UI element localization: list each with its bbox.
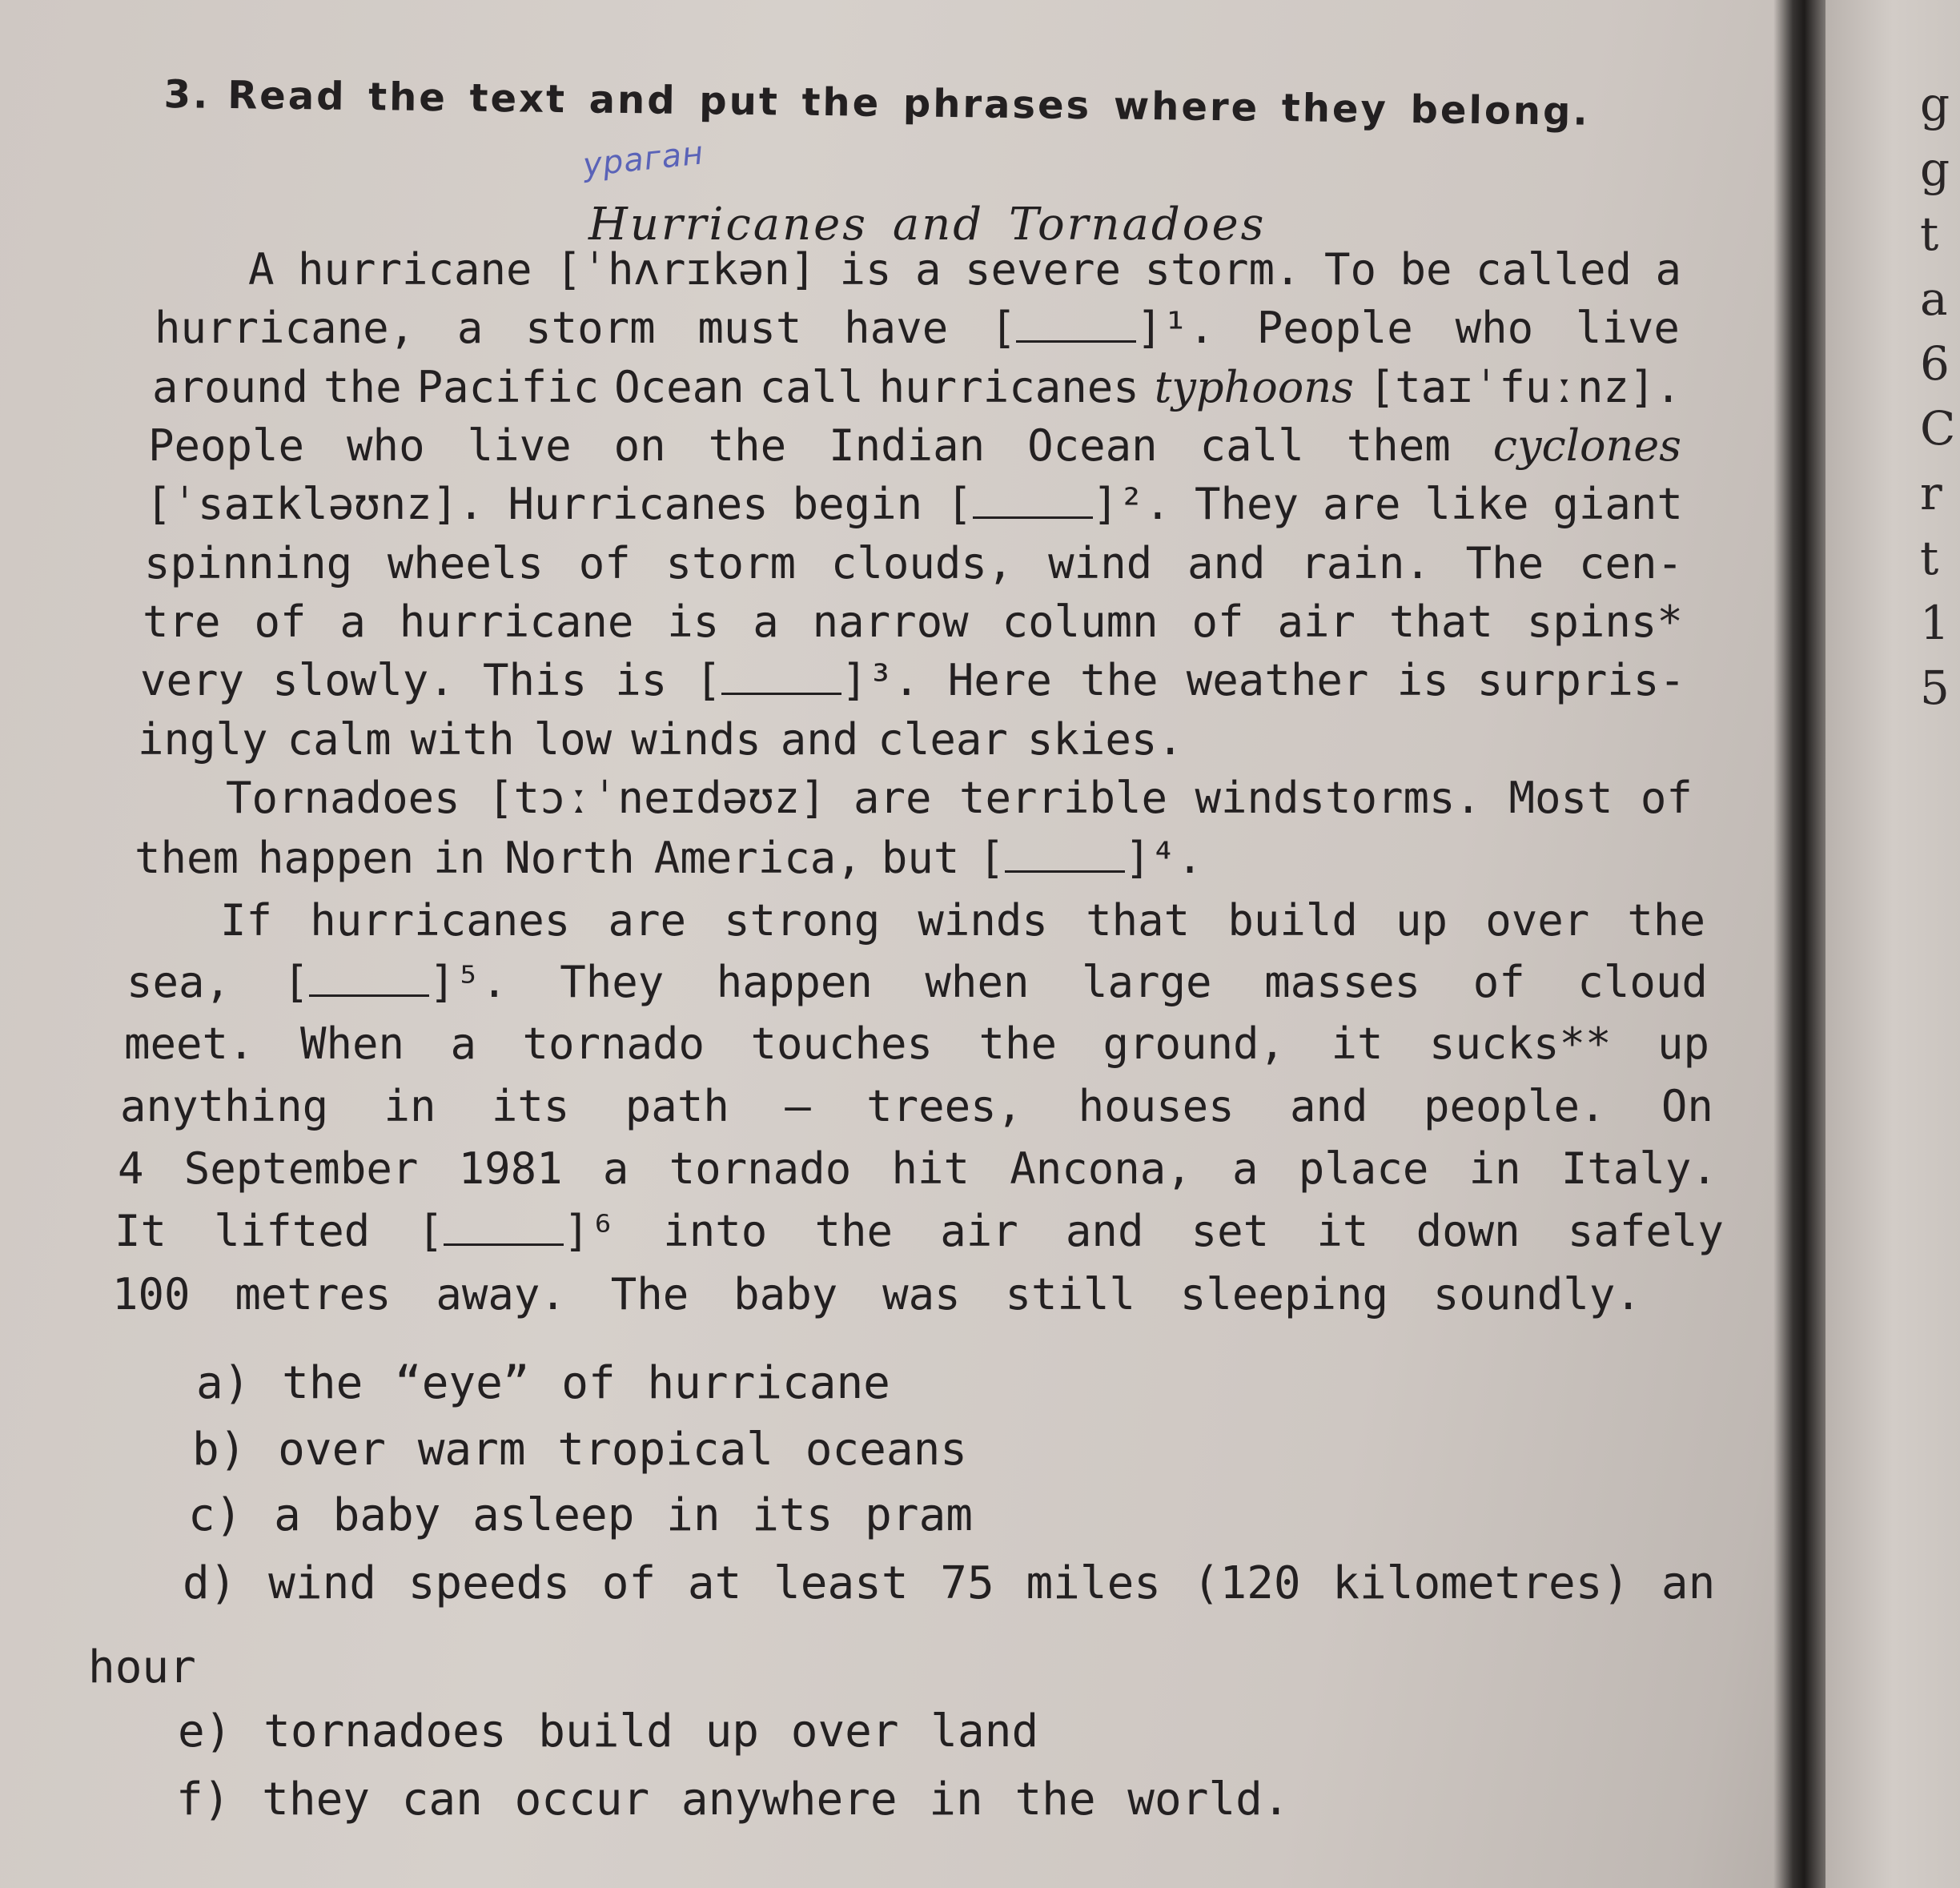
text-word: America, bbox=[653, 833, 862, 883]
text-line bbox=[148, 420, 1681, 471]
text-line bbox=[112, 1269, 1641, 1320]
text-word: touches bbox=[750, 1018, 934, 1069]
text-word: away. bbox=[436, 1269, 566, 1320]
text-word: live bbox=[467, 420, 572, 471]
text-word: They bbox=[1195, 479, 1299, 529]
text-word: hurricane bbox=[297, 244, 532, 295]
text-line bbox=[143, 597, 1683, 647]
text-line bbox=[146, 479, 1683, 529]
text-word: They bbox=[560, 957, 665, 1007]
text-word: Here bbox=[947, 655, 1052, 705]
text-word: [ ]⁶ bbox=[417, 1206, 617, 1256]
text-word: Italy. bbox=[1560, 1143, 1717, 1194]
text-word: wheels bbox=[387, 538, 544, 588]
option-f: f) they can occur anywhere in the world. bbox=[176, 1774, 1290, 1826]
text-word: People bbox=[148, 420, 305, 471]
text-word: [tɔːˈneɪdəʊz] bbox=[488, 773, 826, 823]
text-word: [ ]². bbox=[946, 479, 1171, 529]
text-word: skies. bbox=[1026, 714, 1183, 765]
text-word: When bbox=[300, 1018, 405, 1069]
text-word: with bbox=[410, 714, 515, 765]
text-line bbox=[152, 362, 1681, 412]
text-word: into bbox=[663, 1206, 768, 1256]
text-word: wind bbox=[1048, 538, 1153, 588]
text-word: safely bbox=[1567, 1206, 1724, 1256]
text-word: hit bbox=[891, 1143, 970, 1194]
text-line bbox=[124, 1018, 1709, 1069]
exercise-instruction: Read the text and put the phrases where they belong. bbox=[227, 72, 1590, 135]
text-word: call bbox=[759, 362, 864, 412]
text-word: slowly. bbox=[272, 655, 455, 705]
answer-blank[interactable] bbox=[1016, 305, 1136, 343]
text-line bbox=[118, 1143, 1717, 1194]
text-word: Most bbox=[1508, 773, 1613, 823]
text-word: a bbox=[456, 303, 484, 353]
text-word: in bbox=[1468, 1143, 1521, 1194]
text-line bbox=[135, 833, 1688, 883]
text-word: be bbox=[1400, 244, 1452, 295]
text-word: winds bbox=[918, 895, 1048, 946]
text-word: severe bbox=[964, 244, 1122, 295]
text-word: Ocean bbox=[1027, 420, 1158, 471]
exercise-number: 3. bbox=[163, 72, 211, 118]
text-word: are bbox=[608, 895, 686, 946]
text-word: happen bbox=[258, 833, 415, 883]
text-word: is bbox=[839, 244, 892, 295]
text-word: of bbox=[1191, 597, 1244, 647]
answer-blank[interactable] bbox=[973, 481, 1093, 519]
text-word: is bbox=[667, 597, 720, 647]
text-word: soundly. bbox=[1432, 1269, 1641, 1320]
text-word: giant bbox=[1552, 479, 1683, 529]
text-word: [ ]¹. bbox=[990, 303, 1215, 353]
text-word: a bbox=[1232, 1143, 1259, 1194]
text-word: around bbox=[152, 362, 309, 412]
text-line bbox=[248, 244, 1681, 295]
text-word: typhoons bbox=[1154, 362, 1354, 412]
text-word: masses bbox=[1264, 957, 1421, 1007]
text-word: Pacific bbox=[416, 362, 600, 412]
text-word: 4 bbox=[118, 1143, 144, 1194]
text-word: who bbox=[347, 420, 425, 471]
text-title: Hurricanes and Tornadoes bbox=[588, 199, 1267, 251]
text-word: strong bbox=[724, 895, 881, 946]
text-word: winds bbox=[631, 714, 761, 765]
text-word: spins* bbox=[1526, 597, 1683, 647]
text-word: ground, bbox=[1102, 1018, 1286, 1069]
text-word: and bbox=[1187, 538, 1266, 588]
text-word: windstorms. bbox=[1195, 773, 1482, 823]
text-word: clear bbox=[878, 714, 1008, 765]
book-gutter bbox=[1773, 0, 1829, 1888]
text-word: baby bbox=[733, 1269, 838, 1320]
text-word: that bbox=[1388, 597, 1493, 647]
text-word: spinning bbox=[144, 538, 353, 588]
text-word: the bbox=[323, 362, 402, 412]
text-word: is bbox=[1396, 655, 1449, 705]
text-word: on bbox=[613, 420, 666, 471]
text-word: If bbox=[220, 895, 273, 946]
answer-blank[interactable] bbox=[1005, 835, 1125, 873]
text-word: 100 bbox=[112, 1269, 191, 1320]
answer-blank[interactable] bbox=[309, 959, 429, 997]
text-word: begin bbox=[792, 479, 923, 529]
text-word: down bbox=[1416, 1206, 1520, 1256]
text-word: North bbox=[504, 833, 635, 883]
text-word: rain. bbox=[1300, 538, 1431, 588]
text-word: storm bbox=[665, 538, 797, 588]
text-word: is bbox=[615, 655, 668, 705]
option-d-continued: hour bbox=[88, 1641, 196, 1693]
text-word: — bbox=[785, 1081, 811, 1131]
text-word: in bbox=[433, 833, 486, 883]
text-word: like bbox=[1424, 479, 1529, 529]
text-word: hurricanes bbox=[878, 362, 1139, 412]
text-word: houses bbox=[1078, 1081, 1235, 1131]
text-word: large bbox=[1082, 957, 1212, 1007]
text-line bbox=[226, 773, 1693, 823]
text-word: terrible bbox=[958, 773, 1168, 823]
text-word: of bbox=[578, 538, 631, 588]
text-word: it bbox=[1316, 1206, 1369, 1256]
text-word: air bbox=[940, 1206, 1018, 1256]
text-word: a bbox=[339, 597, 366, 647]
text-word: a bbox=[753, 597, 779, 647]
text-word: and bbox=[780, 714, 859, 765]
text-word: in bbox=[384, 1081, 436, 1131]
text-word: are bbox=[853, 773, 932, 823]
text-word: tornado bbox=[669, 1143, 852, 1194]
text-word: lifted bbox=[214, 1206, 371, 1256]
text-word: up bbox=[1396, 895, 1448, 946]
text-word: hurricane, bbox=[155, 303, 416, 353]
text-word: of bbox=[254, 597, 307, 647]
option-e: e) tornadoes build up over land bbox=[178, 1705, 1039, 1757]
text-word: and bbox=[1290, 1081, 1368, 1131]
right-page-letters: g g t a 6 C r t 1 5 bbox=[1920, 77, 1956, 715]
answer-blank[interactable] bbox=[444, 1208, 564, 1246]
text-line bbox=[120, 1081, 1713, 1131]
text-word: trees, bbox=[866, 1081, 1023, 1131]
text-line bbox=[138, 714, 1683, 765]
text-word: place bbox=[1298, 1143, 1429, 1194]
text-line bbox=[114, 1206, 1724, 1256]
text-word: its bbox=[491, 1081, 570, 1131]
text-word: the bbox=[708, 420, 787, 471]
option-a: a) the “eye” of hurricane bbox=[196, 1357, 890, 1409]
text-line bbox=[140, 655, 1685, 705]
text-word: path bbox=[625, 1081, 729, 1131]
text-line bbox=[220, 895, 1705, 946]
text-word: It bbox=[114, 1206, 167, 1256]
text-word: On bbox=[1661, 1081, 1713, 1131]
option-b: b) over warm tropical oceans bbox=[192, 1424, 968, 1476]
text-word: Tornadoes bbox=[226, 773, 460, 823]
text-word: when bbox=[925, 957, 1030, 1007]
text-word: the bbox=[978, 1018, 1058, 1069]
text-word: cyclones bbox=[1492, 420, 1681, 471]
text-word: [taɪˈfuːnz]. bbox=[1368, 362, 1681, 412]
handwritten-note: ураган bbox=[581, 135, 706, 184]
text-word: calm bbox=[287, 714, 392, 765]
text-word: surpris- bbox=[1476, 655, 1685, 705]
text-word: September bbox=[183, 1143, 419, 1194]
text-word: over bbox=[1485, 895, 1590, 946]
text-word: happen bbox=[716, 957, 873, 1007]
text-word: people. bbox=[1423, 1081, 1606, 1131]
text-word: a bbox=[1655, 244, 1681, 295]
text-word: storm bbox=[525, 303, 656, 353]
text-word: Ancona, bbox=[1010, 1143, 1192, 1194]
text-word: The bbox=[610, 1269, 689, 1320]
option-c: c) a baby asleep in its pram bbox=[188, 1489, 974, 1541]
text-word: air bbox=[1277, 597, 1356, 647]
text-word: clouds, bbox=[830, 538, 1014, 588]
text-line bbox=[127, 957, 1708, 1007]
text-word: storm. bbox=[1144, 244, 1301, 295]
text-word: a bbox=[450, 1018, 476, 1069]
text-line bbox=[144, 538, 1683, 588]
text-word: up bbox=[1657, 1018, 1709, 1069]
text-word: of bbox=[1640, 773, 1693, 823]
text-word: them bbox=[1346, 420, 1451, 471]
text-word: the bbox=[1080, 655, 1159, 705]
text-word: The bbox=[1465, 538, 1544, 588]
text-word: Ocean bbox=[614, 362, 745, 412]
text-word: low bbox=[533, 714, 612, 765]
text-word: who bbox=[1455, 303, 1534, 353]
text-word: must bbox=[697, 303, 802, 353]
text-word: sucks** bbox=[1428, 1018, 1612, 1069]
text-word: 1981 bbox=[458, 1143, 563, 1194]
text-word: cen- bbox=[1578, 538, 1683, 588]
text-word: This bbox=[483, 655, 588, 705]
text-word: them bbox=[135, 833, 239, 883]
text-word: sleeping bbox=[1179, 1269, 1388, 1320]
text-word: Indian bbox=[829, 420, 986, 471]
text-word: was bbox=[882, 1269, 961, 1320]
text-word: narrow bbox=[812, 597, 969, 647]
text-word: called bbox=[1475, 244, 1633, 295]
text-word: metres bbox=[235, 1269, 392, 1320]
text-word: build bbox=[1227, 895, 1358, 946]
text-word: tre bbox=[143, 597, 221, 647]
text-word: a bbox=[915, 244, 942, 295]
text-word: [ ]⁵. bbox=[283, 957, 508, 1007]
text-word: are bbox=[1322, 479, 1401, 529]
text-word: have bbox=[844, 303, 949, 353]
text-word: [ˈhʌrɪkən] bbox=[556, 244, 817, 295]
text-line bbox=[155, 303, 1680, 353]
option-d: d) wind speeds of at least 75 miles (120 kilometres) an bbox=[183, 1557, 1716, 1609]
text-word: [ ]⁴. bbox=[978, 833, 1203, 883]
text-word: cloud bbox=[1577, 957, 1708, 1007]
text-word: a bbox=[602, 1143, 629, 1194]
text-word: the bbox=[814, 1206, 893, 1256]
text-word: very bbox=[140, 655, 245, 705]
text-word: People bbox=[1256, 303, 1413, 353]
text-word: that bbox=[1086, 895, 1191, 946]
text-word: column bbox=[1002, 597, 1159, 647]
text-word: anything bbox=[120, 1081, 329, 1131]
text-word: of bbox=[1472, 957, 1525, 1007]
text-word: live bbox=[1575, 303, 1680, 353]
text-word: [ ]³. bbox=[695, 655, 920, 705]
text-word: weather bbox=[1186, 655, 1369, 705]
answer-blank[interactable] bbox=[721, 657, 841, 695]
text-word: set bbox=[1191, 1206, 1270, 1256]
text-word: call bbox=[1199, 420, 1304, 471]
text-word: To bbox=[1324, 244, 1377, 295]
text-word: tornado bbox=[522, 1018, 705, 1069]
text-word: Hurricanes bbox=[508, 479, 769, 529]
text-word: ingly bbox=[138, 714, 268, 765]
text-word: meet. bbox=[124, 1018, 255, 1069]
text-word: still bbox=[1005, 1269, 1136, 1320]
text-word: [ˈsaɪkləʊnz]. bbox=[146, 479, 484, 529]
text-word: hurricanes bbox=[310, 895, 571, 946]
text-word: it bbox=[1331, 1018, 1384, 1069]
text-word: but bbox=[881, 833, 960, 883]
text-word: A bbox=[248, 244, 275, 295]
text-word: the bbox=[1627, 895, 1705, 946]
text-word: hurricane bbox=[399, 597, 634, 647]
text-word: and bbox=[1065, 1206, 1144, 1256]
text-word: sea, bbox=[127, 957, 231, 1007]
